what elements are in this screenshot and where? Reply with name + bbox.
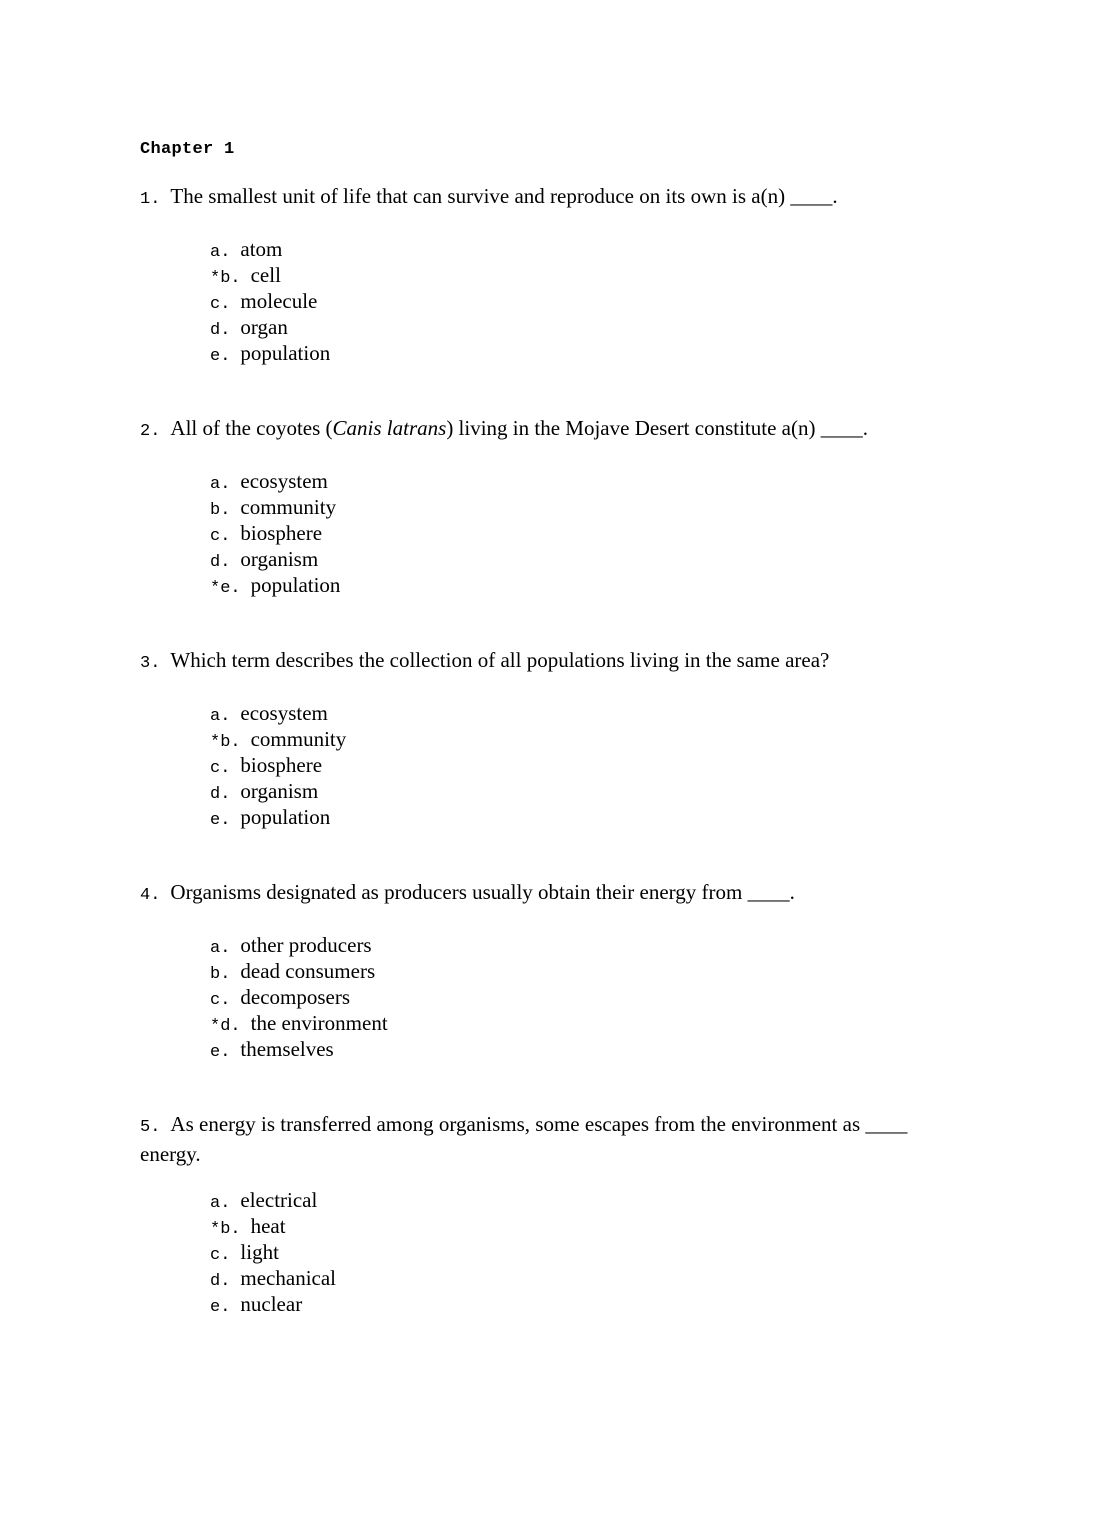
- question-stem: [140, 647, 940, 677]
- option-text: mechanical: [240, 1266, 337, 1290]
- option-text: organism: [240, 547, 319, 571]
- option-a: [210, 468, 340, 494]
- option-c: [210, 984, 388, 1010]
- question-number: 3.: [140, 654, 161, 673]
- question-1: [140, 183, 940, 366]
- option-letter: a.: [210, 707, 231, 726]
- option-text: atom: [240, 237, 283, 261]
- option-letter: d.: [210, 1272, 231, 1291]
- option-letter: *b.: [210, 1220, 241, 1239]
- option-e: [210, 804, 346, 830]
- option-letter: e.: [210, 1043, 231, 1062]
- question-number: 2.: [140, 422, 161, 441]
- question-stem: [140, 1111, 940, 1168]
- option-b: [210, 958, 388, 984]
- answer-options: [210, 700, 346, 830]
- option-letter: *b.: [210, 733, 241, 752]
- option-b-correct: [210, 262, 330, 288]
- option-text: themselves: [240, 1037, 334, 1061]
- option-text: light: [240, 1240, 279, 1264]
- option-letter: d.: [210, 785, 231, 804]
- option-c: [210, 1239, 336, 1265]
- option-letter: a.: [210, 939, 231, 958]
- option-e-correct: [210, 572, 340, 598]
- option-e: [210, 340, 330, 366]
- option-a: [210, 700, 346, 726]
- option-text: population: [240, 805, 331, 829]
- option-text: dead consumers: [240, 959, 376, 983]
- option-text: nuclear: [240, 1292, 303, 1316]
- option-d: [210, 1265, 336, 1291]
- option-b-correct: [210, 726, 346, 752]
- option-text: electrical: [240, 1188, 318, 1212]
- option-letter: *d.: [210, 1017, 241, 1036]
- option-text: biosphere: [240, 753, 323, 777]
- option-b: [210, 494, 340, 520]
- question-4: [140, 879, 940, 1062]
- option-c: [210, 520, 340, 546]
- option-text: biosphere: [240, 521, 323, 545]
- option-d-correct: [210, 1010, 388, 1036]
- option-d: [210, 314, 330, 340]
- option-letter: d.: [210, 321, 231, 340]
- option-text: population: [250, 573, 341, 597]
- question-text-pre: All of the coyotes (: [170, 416, 333, 440]
- question-number: 5.: [140, 1118, 161, 1137]
- answer-options: [210, 468, 340, 598]
- option-letter: d.: [210, 553, 231, 572]
- option-d: [210, 546, 340, 572]
- option-text: population: [240, 341, 331, 365]
- option-letter: a.: [210, 475, 231, 494]
- question-number: 4.: [140, 886, 161, 905]
- option-letter: e.: [210, 1298, 231, 1317]
- option-a: [210, 932, 388, 958]
- option-letter: e.: [210, 811, 231, 830]
- question-text: The smallest unit of life that can survive and reproduce on its own is a(n) ____.: [170, 184, 838, 208]
- question-stem: [140, 415, 940, 445]
- question-stem: [140, 183, 940, 213]
- question-text: Which term describes the collection of all populations living in the same area?: [170, 648, 830, 672]
- option-c: [210, 288, 330, 314]
- option-letter: c.: [210, 991, 231, 1010]
- option-text: organ: [240, 315, 288, 339]
- option-c: [210, 752, 346, 778]
- option-text: the environment: [250, 1011, 388, 1035]
- option-letter: c.: [210, 527, 231, 546]
- question-number: 1.: [140, 190, 161, 209]
- question-5: [140, 1111, 940, 1317]
- option-text: community: [240, 495, 337, 519]
- option-text: ecosystem: [240, 469, 328, 493]
- option-text: cell: [250, 263, 281, 287]
- question-text: Organisms designated as producers usually obtain their energy from ____.: [170, 880, 795, 904]
- option-letter: e.: [210, 347, 231, 366]
- option-letter: c.: [210, 759, 231, 778]
- option-a: [210, 1187, 336, 1213]
- option-text: organism: [240, 779, 319, 803]
- option-e: [210, 1036, 388, 1062]
- option-e: [210, 1291, 336, 1317]
- species-name: Canis latrans: [332, 416, 447, 440]
- question-text: As energy is transferred among organisms, some escapes from the environment as ____ energy.: [140, 1112, 908, 1166]
- option-text: other producers: [240, 933, 372, 957]
- option-text: community: [250, 727, 347, 751]
- question-3: [140, 647, 940, 830]
- option-text: heat: [250, 1214, 286, 1238]
- option-a: [210, 236, 330, 262]
- option-letter: b.: [210, 965, 231, 984]
- option-letter: c.: [210, 295, 231, 314]
- option-d: [210, 778, 346, 804]
- question-stem: [140, 879, 940, 909]
- option-text: molecule: [240, 289, 318, 313]
- option-letter: *e.: [210, 579, 241, 598]
- option-text: ecosystem: [240, 701, 328, 725]
- chapter-title: Chapter 1: [140, 140, 235, 159]
- option-letter: b.: [210, 501, 231, 520]
- option-letter: c.: [210, 1246, 231, 1265]
- option-letter: a.: [210, 1194, 231, 1213]
- option-letter: a.: [210, 243, 231, 262]
- option-letter: *b.: [210, 269, 241, 288]
- answer-options: [210, 236, 330, 366]
- answer-options: [210, 1187, 336, 1317]
- answer-options: [210, 932, 388, 1062]
- question-text-post: ) living in the Mojave Desert constitute a(n) ____.: [446, 416, 868, 440]
- question-2: [140, 415, 940, 598]
- option-b-correct: [210, 1213, 336, 1239]
- option-text: decomposers: [240, 985, 351, 1009]
